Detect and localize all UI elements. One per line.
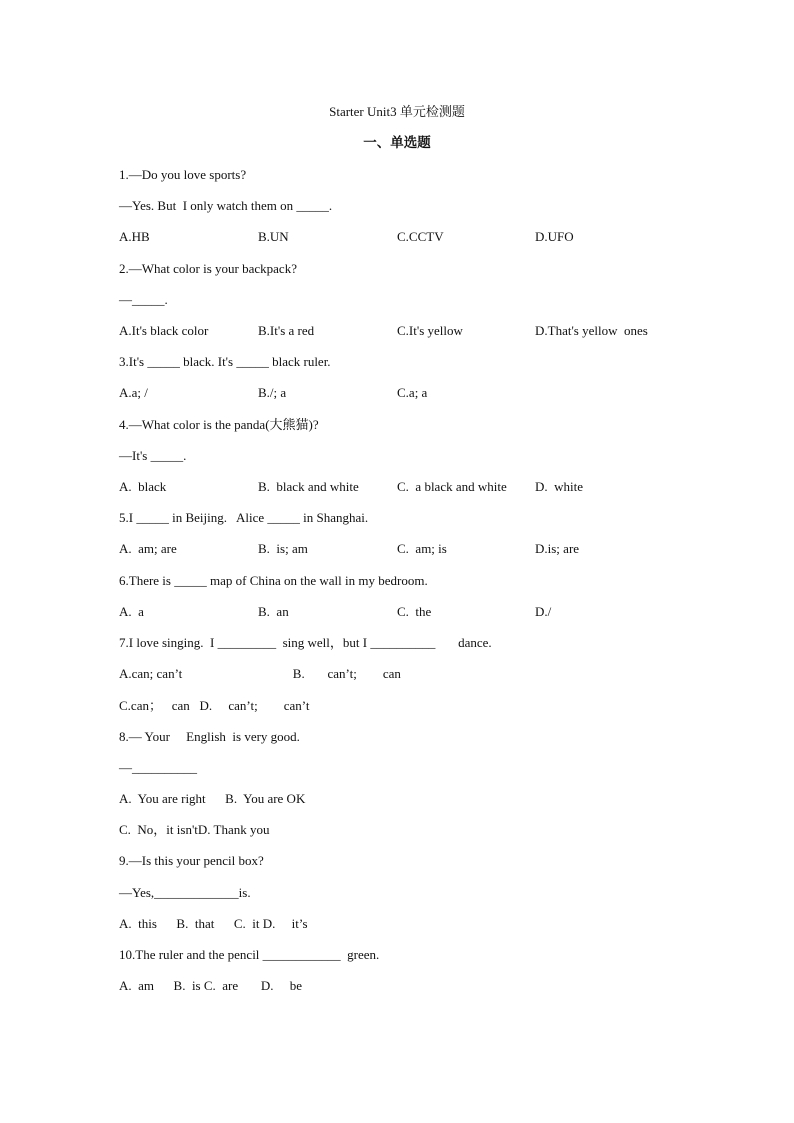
question-1-option-d: D.UFO xyxy=(535,229,574,244)
question-4-option-b: B. black and white xyxy=(258,479,359,494)
question-2-option-d: D.That's yellow ones xyxy=(535,323,648,338)
question-3-option-b: B./; a xyxy=(258,385,287,400)
question-5-option-a: A. am; are xyxy=(119,541,177,556)
question-2-option-b: B.It's a red xyxy=(258,323,315,338)
question-2-stem: 2.—What color is your backpack? xyxy=(119,261,297,276)
question-1-stem: 1.—Do you love sports? xyxy=(119,167,247,182)
question-3-stem: 3.It's _____ black. It's _____ black ruler. xyxy=(119,354,331,369)
question-4-option-a: A. black xyxy=(119,479,167,494)
question-2-reply: —_____. xyxy=(119,292,168,307)
question-8-options-line-2: C. No，it isn'tD. Thank you xyxy=(119,822,270,837)
question-4-option-d: D. white xyxy=(535,479,584,494)
question-1-option-a: A.HB xyxy=(119,229,150,244)
question-6-option-d: D./ xyxy=(535,604,552,619)
question-5-option-b: B. is; am xyxy=(258,541,308,556)
question-5-stem: 5.I _____ in Beijing. Alice _____ in Shanghai. xyxy=(119,510,369,525)
question-9-options-line-1: A. this B. that C. it D. it’s xyxy=(119,916,308,931)
question-5-option-d: D.is; are xyxy=(535,541,580,556)
question-3-option-a: A.a; / xyxy=(119,385,148,400)
question-6-option-c: C. the xyxy=(397,604,432,619)
question-4-reply: —It's _____. xyxy=(119,448,187,463)
question-10-stem: 10.The ruler and the pencil ____________ green. xyxy=(119,947,380,962)
question-4-stem: 4.—What color is the panda(大熊猫)? xyxy=(119,417,319,432)
section-heading: 一、单选题 xyxy=(363,135,431,150)
question-7-stem: 7.I love singing. I _________ sing well，but I __________ dance. xyxy=(119,635,492,650)
question-4-option-c: C. a black and white xyxy=(397,479,507,494)
question-8-stem: 8.— Your English is very good. xyxy=(119,729,300,744)
question-7-options-line-1: A.can; can’t B. can’t; can xyxy=(119,666,401,681)
question-3-option-c: C.a; a xyxy=(397,385,428,400)
question-2-option-c: C.It's yellow xyxy=(397,323,463,338)
question-1-reply: —Yes. But I only watch them on _____. xyxy=(119,198,333,213)
question-7-options-line-2: C.can； can D. can’t; can’t xyxy=(119,698,310,713)
question-2-option-a: A.It's black color xyxy=(119,323,209,338)
question-5-option-c: C. am; is xyxy=(397,541,447,556)
question-9-stem: 9.—Is this your pencil box? xyxy=(119,853,264,868)
question-6-stem: 6.There is _____ map of China on the wall in my bedroom. xyxy=(119,573,428,588)
question-10-options-line-1: A. am B. is C. are D. be xyxy=(119,978,303,993)
question-1-option-c: C.CCTV xyxy=(397,229,444,244)
question-6-option-a: A. a xyxy=(119,604,144,619)
question-6-option-b: B. an xyxy=(258,604,289,619)
question-1-option-b: B.UN xyxy=(258,229,289,244)
document-title: Starter Unit3 单元检测题 xyxy=(329,104,465,119)
question-8-reply: —__________ xyxy=(119,760,197,775)
question-9-reply: —Yes,_____________is. xyxy=(119,885,251,900)
question-8-options-line-1: A. You are right B. You are OK xyxy=(119,791,306,806)
